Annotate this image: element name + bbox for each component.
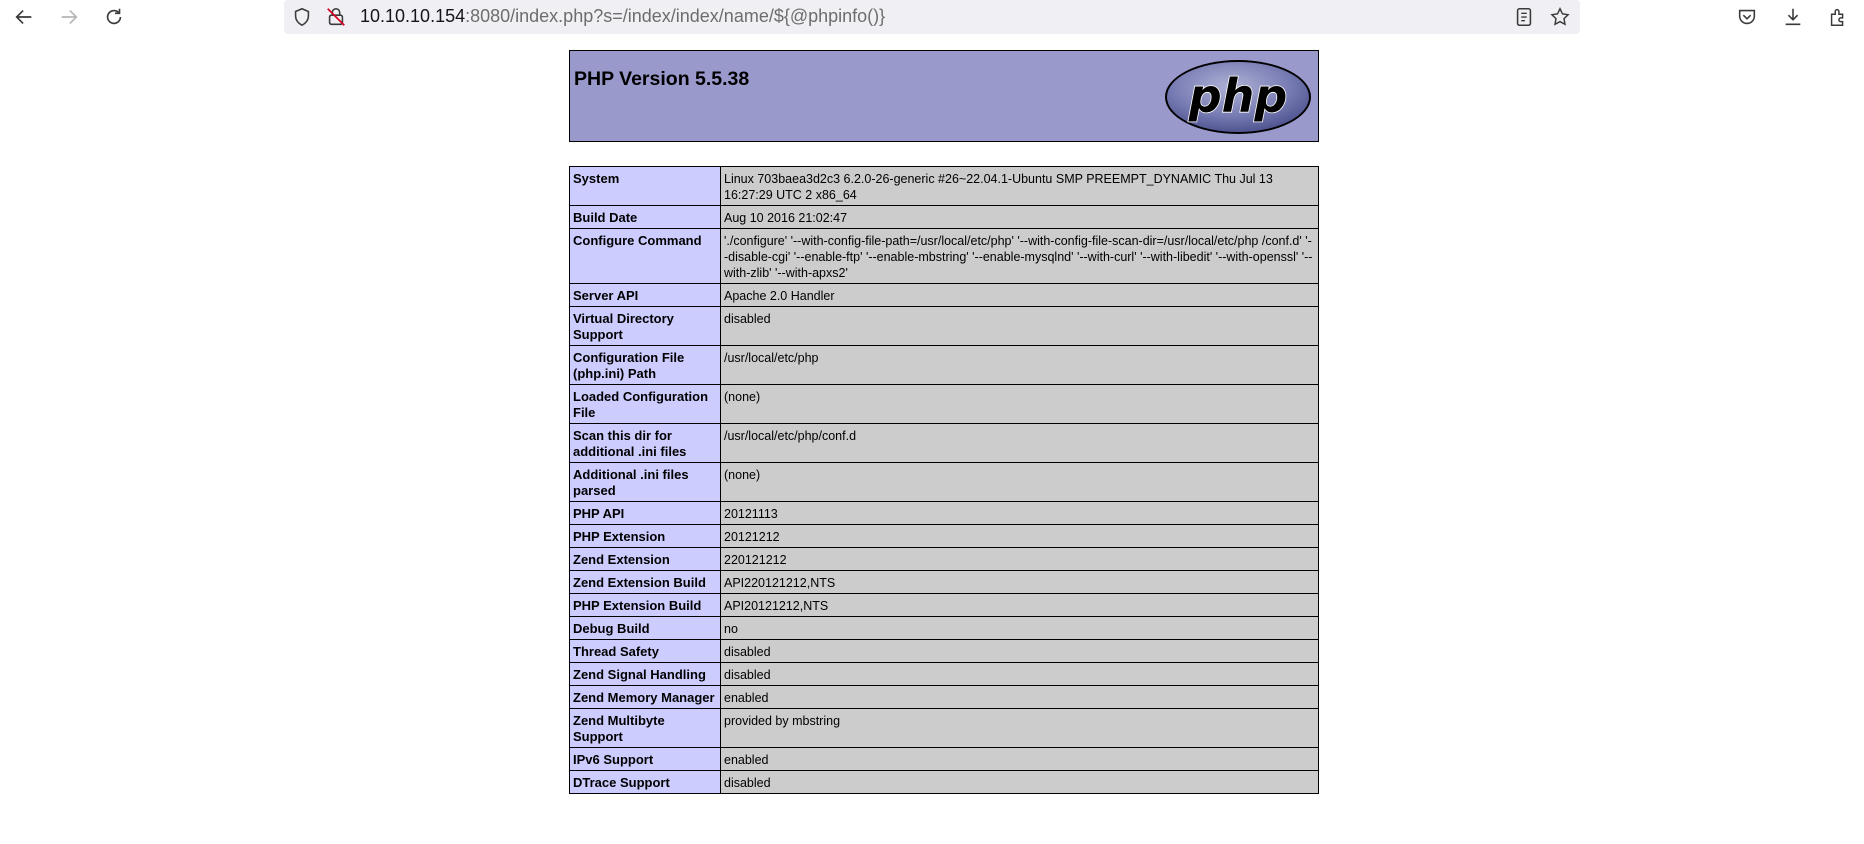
row-value: 20121113 bbox=[721, 502, 1319, 525]
row-key: Server API bbox=[570, 284, 721, 307]
row-key: Loaded Configuration File bbox=[570, 385, 721, 424]
back-arrow-icon[interactable] bbox=[10, 3, 38, 31]
row-key: Debug Build bbox=[570, 617, 721, 640]
table-row bbox=[570, 424, 1319, 463]
row-value: './configure' '--with-config-file-path=/usr/local/etc/php' '--with-config-file-scan-dir=/usr/local/etc/php /conf.d' '--disable-cgi' '--enable-ftp' '--enable-mbstring' '--enable-mysqlnd' '--with-curl' '--with-libedit' '--with-openssl' '--with-zlib' '--with-apxs2' bbox=[721, 229, 1319, 284]
extensions-icon[interactable] bbox=[1824, 3, 1852, 31]
row-key: Configure Command bbox=[570, 229, 721, 284]
table-row bbox=[570, 709, 1319, 748]
phpinfo-page bbox=[569, 50, 1319, 794]
download-icon[interactable] bbox=[1779, 3, 1807, 31]
row-key: PHP API bbox=[570, 502, 721, 525]
row-key: System bbox=[570, 167, 721, 206]
table-row bbox=[570, 663, 1319, 686]
row-value: API20121212,NTS bbox=[721, 594, 1319, 617]
row-key: Additional .ini files parsed bbox=[570, 463, 721, 502]
php-version-title: PHP Version 5.5.38 bbox=[574, 68, 750, 90]
table-row bbox=[570, 463, 1319, 502]
shield-icon[interactable] bbox=[288, 3, 316, 31]
row-key: IPv6 Support bbox=[570, 748, 721, 771]
browser-toolbar bbox=[0, 0, 1864, 34]
row-value: API220121212,NTS bbox=[721, 571, 1319, 594]
forward-arrow-icon[interactable] bbox=[55, 3, 83, 31]
row-key: Zend Multibyte Support bbox=[570, 709, 721, 748]
table-row bbox=[570, 686, 1319, 709]
row-value: disabled bbox=[721, 640, 1319, 663]
row-value: no bbox=[721, 617, 1319, 640]
row-key: Zend Extension bbox=[570, 548, 721, 571]
table-row bbox=[570, 307, 1319, 346]
row-value: (none) bbox=[721, 463, 1319, 502]
php-logo-text: php bbox=[1188, 69, 1288, 123]
url-bar[interactable] bbox=[284, 0, 1580, 34]
table-row bbox=[570, 206, 1319, 229]
row-value: 220121212 bbox=[721, 548, 1319, 571]
row-value: /usr/local/etc/php bbox=[721, 346, 1319, 385]
row-key: DTrace Support bbox=[570, 771, 721, 794]
table-row bbox=[570, 640, 1319, 663]
row-value: provided by mbstring bbox=[721, 709, 1319, 748]
pocket-icon[interactable] bbox=[1733, 3, 1761, 31]
row-value: Apache 2.0 Handler bbox=[721, 284, 1319, 307]
row-value: disabled bbox=[721, 663, 1319, 686]
phpinfo-header bbox=[569, 50, 1319, 142]
reload-icon[interactable] bbox=[100, 3, 128, 31]
table-row bbox=[570, 167, 1319, 206]
table-row bbox=[570, 502, 1319, 525]
row-value: 20121212 bbox=[721, 525, 1319, 548]
row-key: PHP Extension Build bbox=[570, 594, 721, 617]
row-key: Thread Safety bbox=[570, 640, 721, 663]
row-key: PHP Extension bbox=[570, 525, 721, 548]
table-row bbox=[570, 594, 1319, 617]
row-value: Aug 10 2016 21:02:47 bbox=[721, 206, 1319, 229]
row-key: Configuration File (php.ini) Path bbox=[570, 346, 721, 385]
row-value: enabled bbox=[721, 686, 1319, 709]
row-key: Scan this dir for additional .ini files bbox=[570, 424, 721, 463]
row-value: /usr/local/etc/php/conf.d bbox=[721, 424, 1319, 463]
row-value: (none) bbox=[721, 385, 1319, 424]
table-row bbox=[570, 571, 1319, 594]
table-row bbox=[570, 748, 1319, 771]
table-row bbox=[570, 548, 1319, 571]
phpinfo-table bbox=[569, 166, 1319, 794]
url-host: 10.10.10.154 bbox=[360, 6, 466, 26]
row-key: Zend Extension Build bbox=[570, 571, 721, 594]
url-path: :8080/index.php?s=/index/index/name/${@phpinfo()} bbox=[465, 6, 886, 26]
row-key: Zend Signal Handling bbox=[570, 663, 721, 686]
row-value: disabled bbox=[721, 771, 1319, 794]
row-value: Linux 703baea3d2c3 6.2.0-26-generic #26~22.04.1-Ubuntu SMP PREEMPT_DYNAMIC Thu Jul 13 16:27:29 UTC 2 x86_64 bbox=[721, 167, 1319, 206]
table-row bbox=[570, 229, 1319, 284]
row-value: disabled bbox=[721, 307, 1319, 346]
table-row bbox=[570, 284, 1319, 307]
table-row bbox=[570, 385, 1319, 424]
url-text[interactable] bbox=[360, 4, 885, 28]
row-key: Virtual Directory Support bbox=[570, 307, 721, 346]
table-row bbox=[570, 771, 1319, 794]
lock-warning-icon[interactable] bbox=[322, 3, 350, 31]
table-row bbox=[570, 617, 1319, 640]
reader-view-icon[interactable] bbox=[1510, 3, 1538, 31]
bookmark-star-icon[interactable] bbox=[1546, 3, 1574, 31]
row-key: Zend Memory Manager bbox=[570, 686, 721, 709]
table-row bbox=[570, 346, 1319, 385]
row-key: Build Date bbox=[570, 206, 721, 229]
php-logo-icon[interactable] bbox=[1163, 58, 1313, 136]
table-row bbox=[570, 525, 1319, 548]
row-value: enabled bbox=[721, 748, 1319, 771]
